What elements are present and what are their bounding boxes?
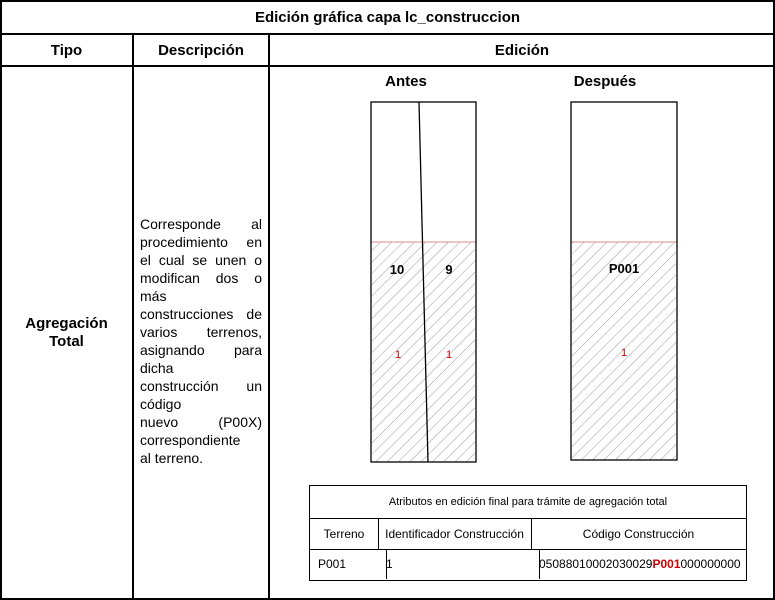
codigo-suffix: 000000000 <box>680 557 741 571</box>
descripcion-line: el cual se unen o <box>140 252 262 268</box>
before-id-9: 9 <box>445 262 453 277</box>
cell-terreno: P001 <box>310 549 387 579</box>
descripcion-line: Corresponde al <box>140 216 262 232</box>
descripcion-line: al terreno. <box>140 450 204 466</box>
column-identificador: Identificador Construcción <box>378 518 532 549</box>
column-terreno: Terreno <box>310 518 379 549</box>
after-id-p001: P001 <box>608 261 640 276</box>
attributes-caption: Atributos en edición final para trámite de agregación total <box>388 496 668 508</box>
table-title: Edición gráfica capa lc_construccion <box>254 8 521 26</box>
before-id-10: 10 <box>389 262 405 277</box>
descripcion-line: varios terrenos, <box>140 324 262 340</box>
attributes-data-row <box>310 549 746 579</box>
descripcion-line: nuevo (P00X) <box>140 414 262 430</box>
attributes-table <box>309 485 747 581</box>
attributes-caption-row <box>310 486 746 519</box>
after-caption: Después <box>573 73 637 90</box>
header-edicion: Edición <box>494 41 550 59</box>
header-tipo: Tipo <box>50 41 83 59</box>
attributes-header-row <box>310 518 746 550</box>
after-floor-p001: 1 <box>620 347 628 359</box>
descripcion-line: correspondiente <box>140 432 241 448</box>
descripcion-line: asignando para <box>140 342 262 358</box>
cell-identificador: 1 <box>378 549 540 579</box>
descripcion-line: dicha <box>140 360 174 376</box>
before-floor-10: 1 <box>394 349 402 361</box>
descripcion-line: más <box>140 288 167 304</box>
header-descripcion: Descripción <box>158 41 244 59</box>
descripcion-line: construcción un <box>140 378 262 394</box>
codigo-highlight: P001 <box>652 557 681 571</box>
tipo-line-2: Total <box>49 333 84 350</box>
descripcion-line: código <box>140 396 182 412</box>
before-floor-9: 1 <box>445 349 453 361</box>
descripcion-line: procedimiento en <box>140 234 262 250</box>
descripcion-line: modifican dos o <box>140 270 262 286</box>
tipo-line-1: Agregación <box>25 315 108 332</box>
before-caption: Antes <box>385 73 427 90</box>
descripcion-line: construcciones de <box>140 306 262 322</box>
cell-codigo <box>531 549 746 579</box>
codigo-prefix: 05088010002030029 <box>539 557 653 571</box>
column-codigo: Código Construcción <box>582 526 695 541</box>
